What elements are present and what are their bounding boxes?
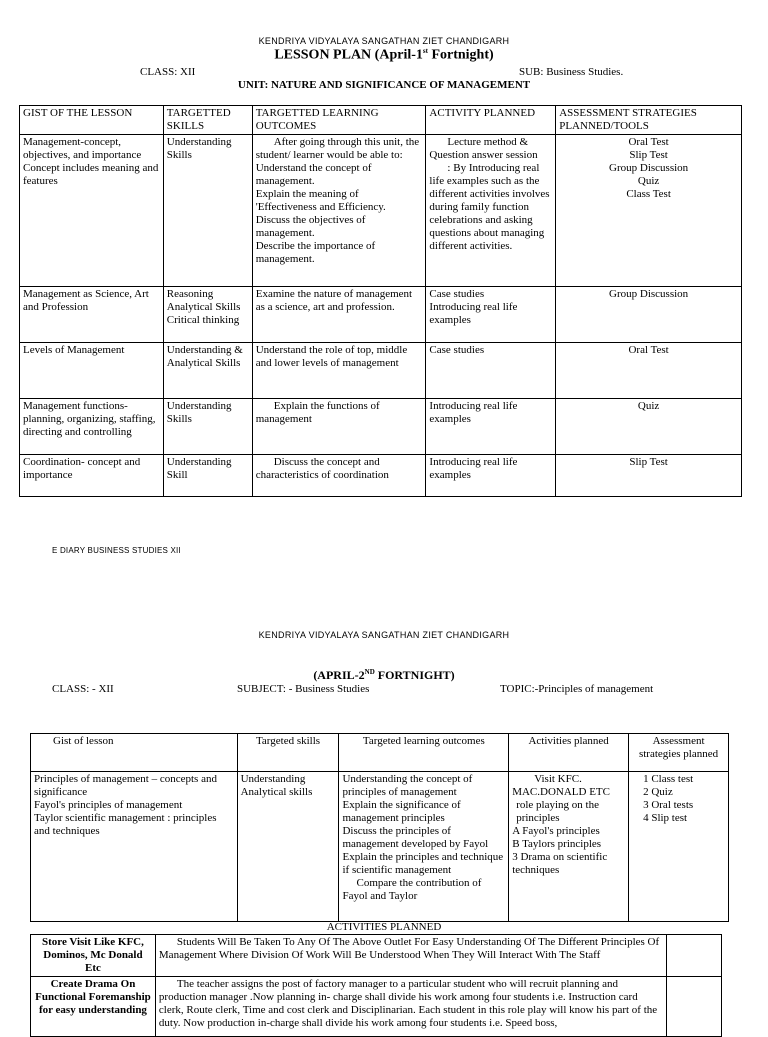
outcomes-cell: Understanding the concept of principles of management Explain the significance of management principles Discuss the principles of management developed by Fayol Explain the principles and technique if scientific management Compare the contribution of Fayol and Taylor <box>339 772 509 922</box>
assessment-cell: Slip Test <box>556 455 742 497</box>
table-row <box>20 287 742 343</box>
gist-cell: Levels of Management <box>20 343 164 399</box>
gist-cell: Management functions- planning, organizing, staffing, directing and controlling <box>20 399 164 455</box>
activity-text-cell: The teacher assigns the post of factory manager to a particular student who will recruit planning and production manager .Now planning in- charge shall divide his work among four students i.e. Instruction card clerk, Route clerk, Time and cost clerk and Disciplinarian. Each student in this role play will know his part of the duty. Now production in-charge shall divide his work among four students i.e. Speed boss, <box>155 977 666 1037</box>
activity-cell: Introducing real life examples <box>426 399 556 455</box>
lesson-plan-table-1 <box>19 105 742 497</box>
fortnight-title: (APRIL-2ND FORTNIGHT) <box>313 668 455 682</box>
activity-cell: Introducing real life examples <box>426 455 556 497</box>
outcomes-cell: Examine the nature of management as a science, art and profession. <box>252 287 426 343</box>
header-skills: TARGETTED SKILLS <box>163 106 252 135</box>
header-assessment: Assessment strategies planned <box>629 734 729 772</box>
org-heading-2: KENDRIYA VIDYALAYA SANGATHAN ZIET CHANDIGARH <box>258 630 510 640</box>
header-gist: GIST OF THE LESSON <box>20 106 164 135</box>
activity-name-cell: Store Visit Like KFC, Dominos, Mc Donald Etc <box>31 935 156 977</box>
outcomes-cell: Understand the role of top, middle and lower levels of management <box>252 343 426 399</box>
header-skills: Targeted skills <box>237 734 339 772</box>
table-row <box>20 399 742 455</box>
unit-label: UNIT: NATURE AND SIGNIFICANCE OF MANAGEMENT <box>237 79 531 91</box>
page-footer: E DIARY BUSINESS STUDIES XII <box>52 546 181 555</box>
lesson-plan-title: LESSON PLAN (April-1st Fortnight) <box>274 47 494 63</box>
subject-label-1: SUB: Business Studies. <box>519 66 624 78</box>
assessment-cell: 1 Class test 2 Quiz 3 Oral tests 4 Slip test <box>629 772 729 922</box>
assessment-cell: Group Discussion <box>556 287 742 343</box>
gist-cell: Principles of management – concepts and significance Fayol's principles of management Taylor scientific management : principles and techniques <box>31 772 238 922</box>
table-header-row <box>31 734 729 772</box>
table-header-row <box>20 106 742 135</box>
assessment-cell: Quiz <box>556 399 742 455</box>
assessment-cell: Oral Test <box>556 343 742 399</box>
activity-empty-cell <box>667 977 722 1037</box>
skills-cell: Understanding Skill <box>163 455 252 497</box>
activity-cell: Lecture method & Question answer session : By Introducing real life examples such as the different activities involves during family function celebrations and asking questions about managing different activities. <box>426 135 556 287</box>
activity-row <box>31 935 722 977</box>
activities-table <box>30 934 722 1037</box>
activity-row <box>31 977 722 1037</box>
gist-cell: Management-concept, objectives, and importance Concept includes meaning and features <box>20 135 164 287</box>
outcomes-cell: Discuss the concept and characteristics of coordination <box>252 455 426 497</box>
header-activities: Activities planned <box>509 734 629 772</box>
table-row <box>31 772 729 922</box>
gist-cell: Coordination- concept and importance <box>20 455 164 497</box>
skills-cell: Understanding & Analytical Skills <box>163 343 252 399</box>
assessment-cell: Oral Test Slip Test Group Discussion Quiz Class Test <box>556 135 742 287</box>
activity-empty-cell <box>667 935 722 977</box>
activity-cell: Case studies Introducing real life examples <box>426 287 556 343</box>
header-outcomes: Targeted learning outcomes <box>339 734 509 772</box>
table-row <box>20 343 742 399</box>
activity-name-cell: Create Drama On Functional Foremanship for easy understanding <box>31 977 156 1037</box>
topic-label: TOPIC:-Principles of management <box>500 683 654 695</box>
outcomes-cell: Explain the functions of management <box>252 399 426 455</box>
table-row <box>20 455 742 497</box>
activity-cell: Case studies <box>426 343 556 399</box>
class-label-2: CLASS: - XII <box>52 683 114 695</box>
header-activity: ACTIVITY PLANNED <box>426 106 556 135</box>
header-assessment: ASSESSMENT STRATEGIES PLANNED/TOOLS <box>556 106 742 135</box>
class-label-1: CLASS: XII <box>140 66 196 78</box>
subject-label-2: SUBJECT: - Business Studies <box>237 683 370 695</box>
gist-cell: Management as Science, Art and Profession <box>20 287 164 343</box>
activities-cell: Visit KFC. MAC.DONALD ETC role playing on the principles A Fayol's principles B Taylors principles 3 Drama on scientific techniques <box>509 772 629 922</box>
lesson-plan-table-2 <box>30 733 729 922</box>
table-row <box>20 135 742 287</box>
activity-text-cell: Students Will Be Taken To Any Of The Above Outlet For Easy Understanding Of The Different Principles Of Management Where Division Of Work Will Be Understood When They Will Interact With The Staff <box>155 935 666 977</box>
activities-planned-heading: ACTIVITIES PLANNED <box>326 921 442 933</box>
skills-cell: Understanding Skills <box>163 399 252 455</box>
skills-cell: Understanding Skills <box>163 135 252 287</box>
header-outcomes: TARGETTED LEARNING OUTCOMES <box>252 106 426 135</box>
header-gist: Gist of lesson <box>31 734 238 772</box>
skills-cell: Reasoning Analytical Skills Critical thinking <box>163 287 252 343</box>
skills-cell: Understanding Analytical skills <box>237 772 339 922</box>
outcomes-cell: After going through this unit, the student/ learner would be able to: Understand the concept of management. Explain the meaning of 'Effectiveness and Efficiency. Discuss the objectives of management. Describe the importance of management. <box>252 135 426 287</box>
org-heading-1: KENDRIYA VIDYALAYA SANGATHAN ZIET CHANDIGARH <box>258 36 510 46</box>
